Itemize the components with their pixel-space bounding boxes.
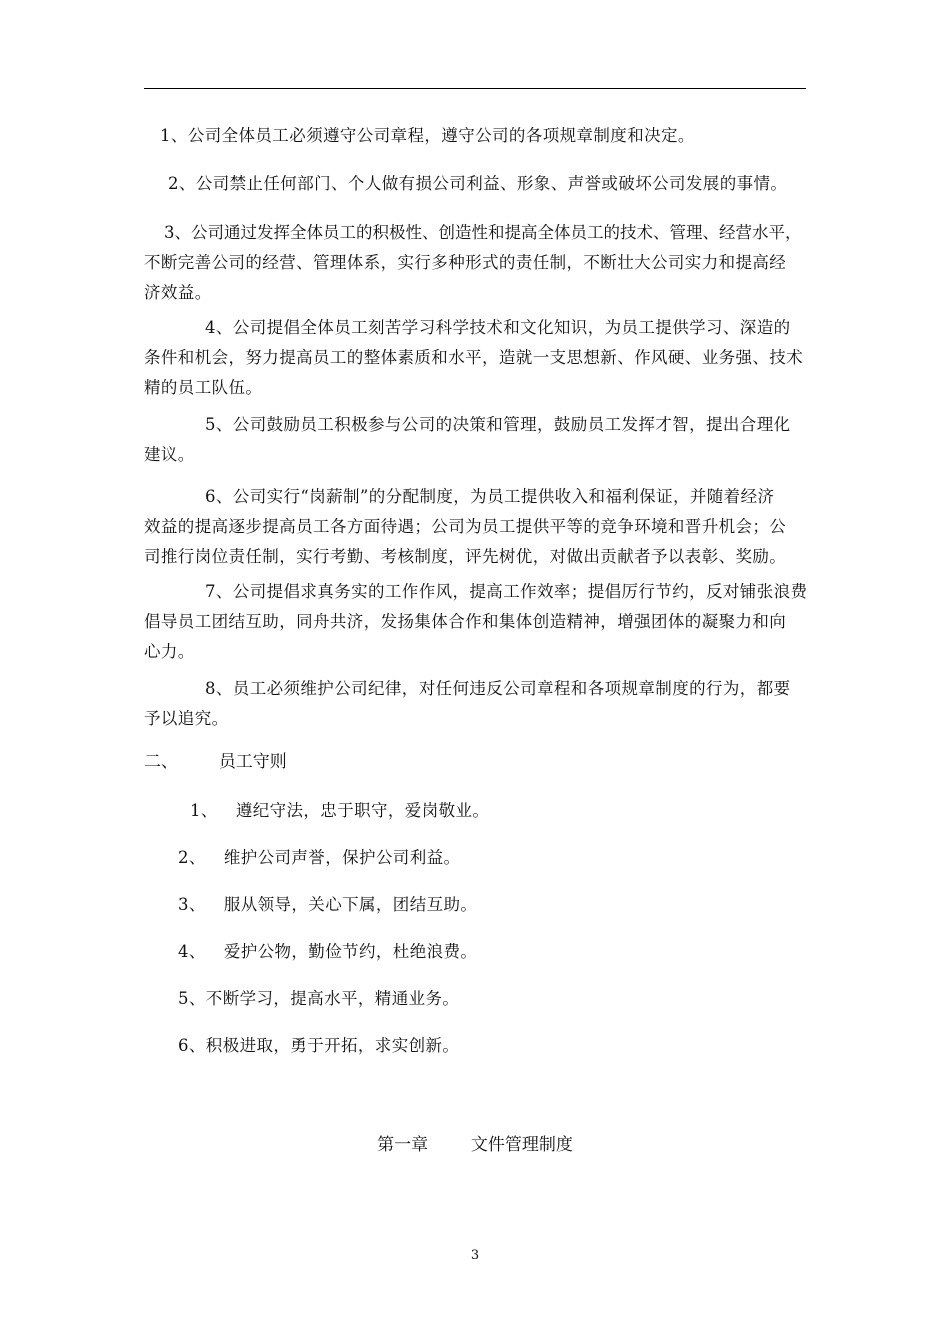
rule-6-line-1: 6、公司实行“岗薪制”的分配制度，为员工提供收入和福利保证，并随着经济 <box>205 487 775 506</box>
rule-7-line-2: 倡导员工团结互助，同舟共济，发扬集体合作和集体创造精神，增强团体的凝聚力和向 <box>144 612 787 631</box>
rule-5-line-2: 建议。 <box>144 445 195 464</box>
rule-7-line-1: 7、公司提倡求真务实的工作作风，提高工作效率；提倡厉行节约，反对铺张浪费 <box>205 582 808 601</box>
rule-4-line-2: 条件和机会，努力提高员工的整体素质和水平，造就一支思想新、作风硬、业务强、技术 <box>144 348 804 367</box>
page-number: 3 <box>470 1248 480 1263</box>
rule-3 <box>144 218 806 308</box>
rule-3-line-3: 济效益。 <box>144 283 212 302</box>
rule-6 <box>144 482 806 572</box>
rule-8 <box>144 674 806 734</box>
rule-7-line-3: 心力。 <box>144 642 195 661</box>
rule-6-line-3: 司推行岗位责任制，实行考勤、考核制度，评先树优，对做出贡献者予以表彰、奖励。 <box>144 547 787 566</box>
code-item-4-number: 4、 <box>178 942 206 961</box>
rule-3-line-2: 不断完善公司的经营、管理体系，实行多种形式的责任制，不断壮大公司实力和提高经 <box>144 253 787 272</box>
chapter-title: 文件管理制度 <box>470 1135 573 1155</box>
header-rule <box>144 88 806 89</box>
section-heading <box>144 747 287 777</box>
rule-8-line-2: 予以追究。 <box>144 709 229 728</box>
rule-5 <box>144 410 806 470</box>
rule-1 <box>144 121 806 151</box>
rule-5-line-1: 5、公司鼓励员工积极参与公司的决策和管理，鼓励员工发挥才智，提出合理化 <box>205 415 791 434</box>
code-item-5-text: 5、不断学习，提高水平，精通业务。 <box>178 989 460 1008</box>
rule-8-line-1: 8、员工必须维护公司纪律，对任何违反公司章程和各项规章制度的行为，都要 <box>205 679 791 698</box>
code-item-3-text: 服从领导，关心下属，团结互助。 <box>223 895 478 914</box>
rule-1-line-1: 1、公司全体员工必须遵守公司章程，遵守公司的各项规章制度和决定。 <box>160 126 695 145</box>
code-item-3 <box>144 890 806 920</box>
code-item-6 <box>144 1031 806 1061</box>
rule-7 <box>144 577 806 667</box>
section-title: 员工守则 <box>218 752 287 772</box>
code-item-5 <box>144 984 806 1014</box>
code-item-1-text: 遵纪守法，忠于职守，爱岗敬业。 <box>235 801 490 820</box>
section-number: 二、 <box>144 752 178 772</box>
chapter-number: 第一章 <box>377 1135 429 1155</box>
rule-4 <box>144 313 806 403</box>
code-item-4 <box>144 937 806 967</box>
code-item-6-text: 6、积极进取，勇于开拓，求实创新。 <box>178 1036 460 1055</box>
code-item-1-number: 1、 <box>190 801 218 820</box>
code-item-3-number: 3、 <box>178 895 206 914</box>
rule-2-line-1: 2、公司禁止任何部门、个人做有损公司利益、形象、声誉或破坏公司发展的事情。 <box>168 174 788 193</box>
rule-2 <box>144 169 806 199</box>
code-item-2-number: 2、 <box>178 848 206 867</box>
code-item-4-text: 爱护公物，勤俭节约，杜绝浪费。 <box>223 942 478 961</box>
rule-4-line-1: 4、公司提倡全体员工刻苦学习科学技术和文化知识，为员工提供学习、深造的 <box>205 318 791 337</box>
code-item-2-text: 维护公司声誉，保护公司利益。 <box>223 848 461 867</box>
chapter-heading <box>0 1130 950 1160</box>
rule-6-line-2: 效益的提高逐步提高员工各方面待遇；公司为员工提供平等的竞争环境和晋升机会；公 <box>144 517 787 536</box>
rule-3-line-1: 3、公司通过发挥全体员工的积极性、创造性和提高全体员工的技术、管理、经营水平， <box>164 223 802 242</box>
code-item-2 <box>144 843 806 873</box>
code-item-1 <box>144 796 806 826</box>
rule-4-line-3: 精的员工队伍。 <box>144 378 263 397</box>
